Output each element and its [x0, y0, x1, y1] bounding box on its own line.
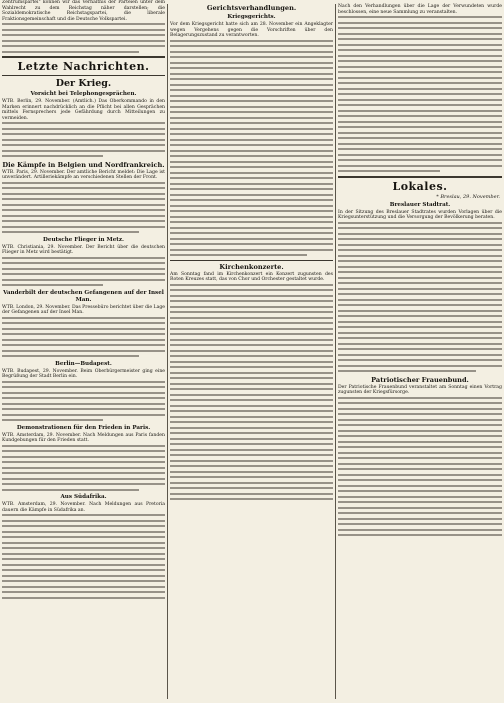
phone-article-lines — [2, 122, 165, 157]
church-article-lines — [170, 284, 333, 501]
fliers-article: WTB. Christiania, 29. November. Der Bericht über die deutschen Flieger in Metz wird bestätigt. — [2, 244, 165, 255]
court-article-lines — [170, 40, 333, 257]
prisoners-heading: Vanderbilt der deutschen Gefangenen auf der Insel Man. — [3, 289, 164, 303]
section-rule — [170, 260, 333, 261]
column-divider — [335, 4, 336, 699]
intro-text-lines — [2, 23, 165, 53]
local-article: In der Sitzung des Breslauer Stadtrates wurden Vorlagen über die Kriegsunterstützung und die Versorgung der Bevölkerung beraten. — [338, 209, 502, 220]
africa-article-lines — [2, 514, 165, 599]
section-rule — [338, 176, 502, 178]
demonstrations-article: WTB. Amsterdam, 29. November. Nach Meldungen aus Paris fanden Kundgebungen für den Frieden statt. — [2, 432, 165, 443]
title-rule — [2, 75, 165, 76]
demonstrations-heading: Demonstrationen für den Frieden in Paris. — [16, 424, 151, 431]
section-rule — [2, 56, 165, 58]
patriotic-article-lines — [338, 397, 502, 537]
phone-article: WTB. Berlin, 29. November. (Amtlich.) Das Oberkommando in den Marken erinnert nachdrücklich an die Pflicht bei allen Gesprächen mittels Fernsprechers jede Gefährdung durch Mitteilungen zu vermeiden. — [2, 99, 165, 121]
local-title: Lokales. — [392, 179, 448, 193]
demonstrations-article-lines — [2, 445, 165, 491]
news-section-title: Letzte Nachrichten. — [17, 60, 150, 73]
fliers-article-lines — [2, 257, 165, 287]
prisoners-article-lines — [2, 317, 165, 358]
budapest-article: WTB. Budapest, 29. November. Beim Oberbürgermeister ging eine Begrüßung der Stadt Berlin ein. — [2, 368, 165, 379]
budapest-heading: Berlin—Budapest. — [55, 360, 112, 367]
patriotic-heading: Patriotischer Frauenbund. — [371, 375, 469, 384]
battles-heading: Die Kämpfe in Belgien und Nordfrankreich. — [2, 160, 165, 169]
budapest-article-lines — [2, 381, 165, 422]
column-divider — [167, 4, 168, 699]
fliers-heading: Deutsche Flieger in Metz. — [43, 236, 124, 243]
right-intro: Nach den Verhandlungen über die Lage der Verwundeten wurde beschlossen, eine neue Sammlung zu veranstalten. — [338, 4, 502, 15]
left-column — [2, 0, 165, 703]
court-subheading: Kriegsgerichts. — [227, 14, 276, 20]
church-article: Am Sonntag fand im Kirchenkonzert ein Konzert zugunsten des Roten Kreuzes statt, das von Chor und Orchester gestaltet wurde. — [170, 271, 333, 282]
middle-column — [170, 0, 333, 703]
africa-article: WTB. Amsterdam, 29. November. Nach Meldungen aus Pretoria dauern die Kämpfe in Südafrika an. — [2, 502, 165, 513]
patriotic-article: Der Patriotische Frauenbund veranstaltet am Sonntag einen Vortrag zugunsten der Kriegsfürsorge. — [338, 384, 502, 395]
local-article-lines — [338, 222, 502, 373]
local-dateline: * Breslau, 29. November. — [436, 193, 500, 200]
right-column — [338, 0, 502, 703]
battles-article-lines — [2, 182, 165, 234]
court-heading: Gerichtsverhandlungen. — [206, 4, 297, 12]
church-heading: Kirchenkonzerte. — [219, 262, 284, 271]
prisoners-article: WTB. London, 29. November. Das Pressebüro berichtet über die Lage der Gefangenen auf der Insel Man. — [2, 304, 165, 315]
right-intro-lines — [338, 16, 502, 172]
phone-heading: Vorsicht bei Telephongesprächen. — [30, 91, 137, 97]
war-heading: Der Krieg. — [55, 78, 112, 89]
intro-paragraph: Zentrumspartei" können wir das Verhältnis der Parteien unter dem Wahlrecht zu dem Reichstag näher darstellen; die Sozialdemokratische Reichstagspartei, die liberale Fraktionsgemeinschaft und die Deutsche Volkspartei. — [2, 0, 165, 22]
battles-article: WTB. Paris, 29. November. Der amtliche Bericht meldet: Die Lage ist unverändert. Artilleriekämpfe an verschiedenen Stellen der Front. — [2, 169, 165, 180]
local-subheading: Breslauer Stadtrat. — [389, 201, 451, 208]
court-article: Vor dem Kriegsgericht hatte sich am 28. November ein Angeklagter wegen Vergehens gegen die Vorschriften über den Belagerungszustand zu verantworten. — [170, 22, 333, 38]
africa-heading: Aus Südafrika. — [60, 494, 107, 500]
